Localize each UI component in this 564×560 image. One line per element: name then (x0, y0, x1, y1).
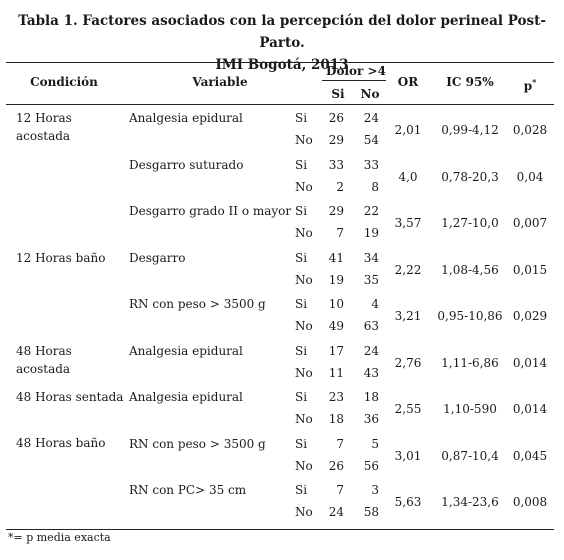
p-value: 0,008 (512, 495, 548, 509)
dolor-si-value: 29 (328, 204, 344, 218)
p-value: 0,04 (516, 169, 544, 184)
p-value: 0,007 (512, 216, 548, 230)
or-value: 3,21 (394, 309, 422, 323)
dolor-si-value: 2 (336, 179, 344, 194)
row-no-label: No (295, 272, 313, 287)
table-title-line-2: IMI Bogotá, 2013 (215, 57, 349, 73)
footnote: *= p media exacta (8, 531, 111, 544)
row-no-label: No (295, 412, 313, 426)
row-no-label: No (295, 365, 313, 380)
dolor-si-value: 26 (328, 458, 344, 473)
or-value: 4,0 (398, 169, 418, 184)
row-si-label: Si (295, 483, 308, 497)
variable-label: Desgarro suturado (129, 157, 244, 172)
dolor-no-value: 3 (371, 483, 379, 497)
dolor-no-value: 56 (363, 458, 379, 473)
or-value: 3,57 (394, 216, 422, 230)
table-title-line-1: Tabla 1. Factores asociados con la percepción del dolor perineal Post-Parto. (18, 13, 546, 51)
dolor-si-value: 17 (328, 343, 344, 358)
dolor-si-value: 10 (328, 297, 344, 311)
ic-value: 0,78-20,3 (441, 169, 499, 184)
header-no: No (360, 87, 380, 101)
row-no-label: No (295, 179, 313, 194)
ic-value: 1,08-4,56 (441, 262, 499, 277)
dolor-no-value: 63 (363, 319, 379, 333)
dolor-no-value: 36 (363, 412, 379, 426)
dolor-si-value: 41 (328, 250, 344, 265)
dolor-no-value: 58 (363, 505, 379, 519)
variable-label: Desgarro (129, 250, 186, 265)
dolor-no-value: 8 (371, 179, 379, 194)
ic-value: 0,99-4,12 (441, 123, 499, 137)
dolor-si-value: 19 (328, 272, 344, 287)
header-p-footnote-mark: * (532, 77, 537, 87)
variable-label: Analgesia epidural (129, 343, 243, 358)
row-no-label: No (295, 226, 313, 240)
dolor-no-value: 24 (363, 343, 379, 358)
condition-label: 48 Horas sentada (16, 390, 124, 404)
row-si-label: Si (295, 204, 308, 218)
ic-value: 0,95-10,86 (437, 309, 503, 323)
dolor-no-value: 5 (371, 436, 379, 451)
table-bottom-rule (6, 529, 554, 530)
table-title (0, 10, 564, 76)
p-value: 0,014 (512, 402, 548, 416)
variable-label: Analgesia epidural (129, 390, 243, 404)
header-condicion: Condición (30, 75, 98, 89)
header-bottom-rule (6, 104, 554, 105)
dolor-si-value: 7 (336, 483, 344, 497)
or-value: 2,76 (394, 355, 422, 370)
p-value: 0,029 (512, 309, 548, 323)
dolor-si-value: 11 (328, 365, 344, 380)
header-variable: Variable (192, 75, 248, 89)
variable-label: RN con PC> 35 cm (129, 483, 247, 497)
header-p: p* (523, 77, 537, 93)
dolor-no-value: 24 (363, 111, 379, 125)
variable-label: RN con peso > 3500 g (129, 436, 266, 451)
row-si-label: Si (295, 436, 308, 451)
dolor-si-value: 18 (328, 412, 344, 426)
dolor-no-value: 43 (363, 365, 379, 380)
ic-value: 0,87-10,4 (441, 448, 499, 463)
dolor-si-value: 29 (328, 133, 344, 147)
table-top-rule (6, 62, 554, 63)
variable-label: Desgarro grado II o mayor (129, 204, 292, 218)
dolor-no-value: 22 (363, 204, 379, 218)
row-si-label: Si (295, 343, 308, 358)
ic-value: 1,27-10,0 (441, 216, 499, 230)
dolor-subheader-rule (322, 80, 386, 81)
row-si-label: Si (295, 157, 308, 172)
condition-label: 48 Horas baño (16, 436, 106, 450)
condition-label: acostada (16, 362, 71, 376)
dolor-si-value: 7 (336, 436, 344, 451)
dolor-no-value: 18 (363, 390, 379, 404)
dolor-si-value: 33 (328, 157, 344, 172)
ic-value: 1,10-590 (443, 402, 497, 416)
dolor-si-value: 7 (336, 226, 344, 240)
dolor-no-value: 34 (363, 250, 379, 265)
header-or: OR (397, 75, 419, 89)
header-ic: IC 95% (446, 75, 494, 89)
condition-label: 12 Horas baño (16, 251, 106, 265)
condition-label: 12 Horas (16, 111, 72, 125)
or-value: 5,63 (394, 495, 422, 509)
variable-label: RN con peso > 3500 g (129, 297, 266, 311)
dolor-no-value: 35 (363, 272, 379, 287)
dolor-si-value: 23 (328, 390, 344, 404)
dolor-no-value: 4 (371, 297, 379, 311)
dolor-no-value: 19 (363, 226, 379, 240)
row-no-label: No (295, 505, 313, 519)
condition-label: 48 Horas (16, 344, 72, 358)
header-si: Si (331, 87, 345, 101)
dolor-si-value: 24 (328, 505, 344, 519)
dolor-no-value: 54 (363, 133, 379, 147)
or-value: 3,01 (394, 448, 422, 463)
p-value: 0,028 (512, 123, 548, 137)
header-dolor: Dolor >4 (326, 64, 386, 78)
or-value: 2,22 (394, 262, 422, 277)
row-no-label: No (295, 458, 313, 473)
row-si-label: Si (295, 111, 308, 125)
or-value: 2,01 (394, 123, 422, 137)
row-si-label: Si (295, 250, 308, 265)
ic-value: 1,34-23,6 (441, 495, 499, 509)
p-value: 0,045 (512, 448, 548, 463)
p-value: 0,015 (512, 262, 548, 277)
p-value: 0,014 (512, 355, 548, 370)
dolor-no-value: 33 (363, 157, 379, 172)
row-si-label: Si (295, 297, 308, 311)
ic-value: 1,11-6,86 (441, 355, 499, 370)
row-si-label: Si (295, 390, 308, 404)
row-no-label: No (295, 319, 313, 333)
condition-label: acostada (16, 129, 71, 143)
variable-label: Analgesia epidural (129, 111, 243, 125)
row-no-label: No (295, 133, 313, 147)
dolor-si-value: 49 (328, 319, 344, 333)
dolor-si-value: 26 (328, 111, 344, 125)
or-value: 2,55 (394, 402, 422, 416)
